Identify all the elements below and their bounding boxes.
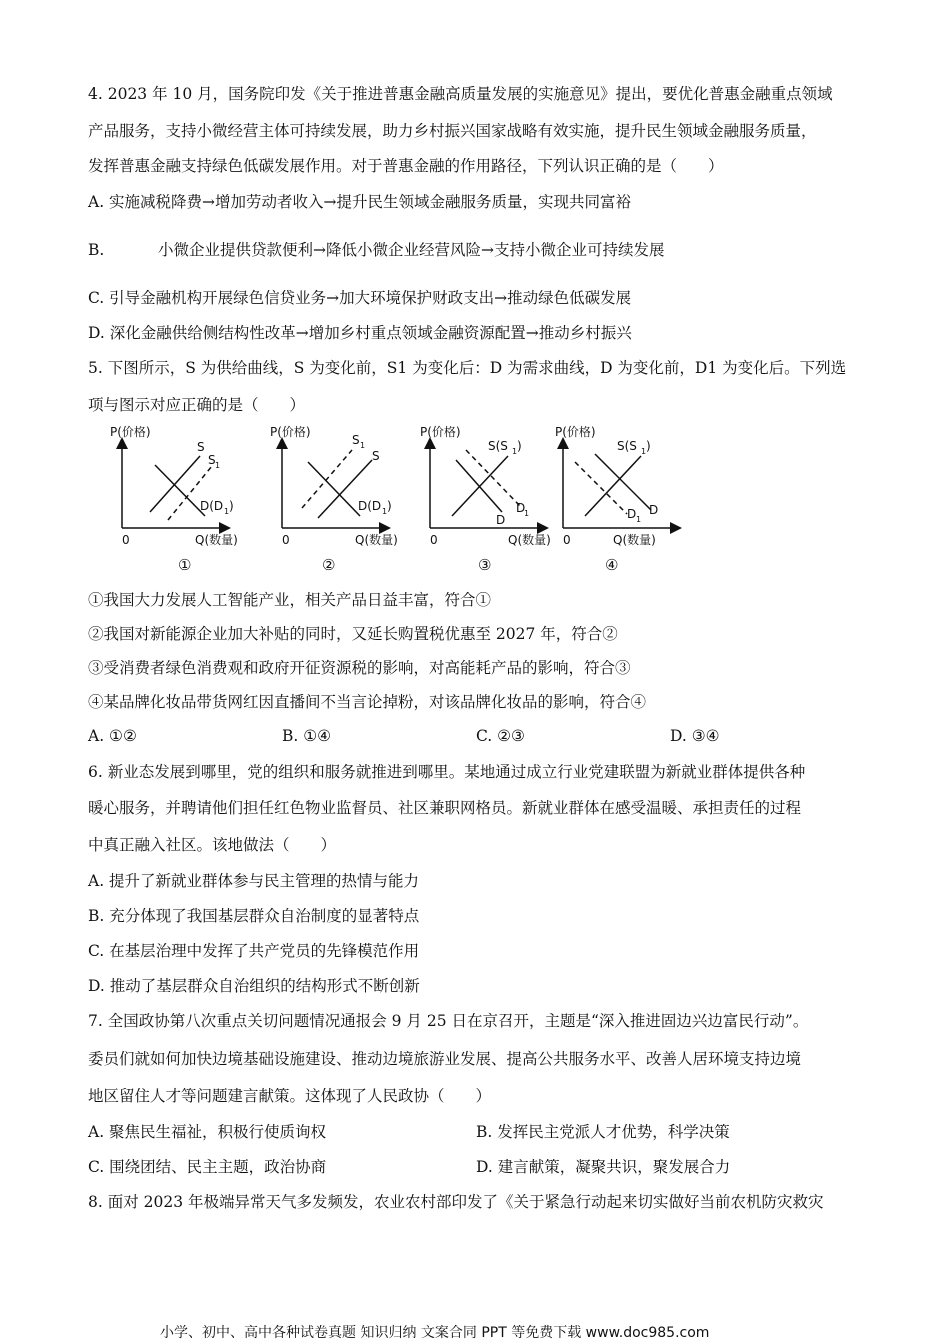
- q6-stem-line-1: 6. 新业态发展到哪里，党的组织和服务就推进到哪里。某地通过成立行业党建联盟为新就业群体提供各种: [88, 763, 806, 781]
- page-footer: 小学、初中、高中各种试卷真题 知识归纳 文案合同 PPT 等免费下载 www.doc985.com: [160, 1325, 710, 1341]
- graph-2-label-d-sub: 1: [382, 507, 388, 516]
- q5-statement-4: ④某品牌化妆品带货网红因直播间不当言论掉粉，对该品牌化妆品的影响，符合④: [88, 693, 647, 711]
- graph-4-caption: ④: [605, 556, 619, 574]
- graph-3-demand-shifted: [466, 450, 520, 506]
- graph-1-label-d-close: ): [229, 499, 234, 513]
- graph-2-label-s1-sub: 1: [360, 441, 366, 450]
- graph-2-label-s1: S: [352, 433, 360, 447]
- q5-option-d: D. ③④: [670, 727, 720, 745]
- graph-4-demand-line: [595, 454, 651, 510]
- graph-4-xlabel: Q(数量): [613, 533, 656, 547]
- q7-option-b: B. 发挥民主党派人才优势，科学决策: [476, 1123, 730, 1141]
- graph-1-label-d: D(D: [200, 499, 224, 513]
- graph-2-label-d: D(D: [358, 499, 382, 513]
- q7-option-d: D. 建言献策，凝聚共识，聚发展合力: [476, 1158, 731, 1176]
- graph-1-demand-line: [155, 465, 205, 516]
- supply-demand-graphs: [100, 420, 700, 580]
- graph-1-caption: ①: [178, 556, 192, 574]
- q7-option-a: A. 聚焦民生福祉，积极行使质询权: [88, 1123, 327, 1141]
- q4-option-c: C. 引导金融机构开展绿色信贷业务→加大环境保护财政支出→推动绿色低碳发展: [88, 289, 632, 307]
- q4-stem-line-3: 发挥普惠金融支持绿色低碳发展作用。对于普惠金融的作用路径，下列认识正确的是（ ）: [88, 157, 724, 175]
- q8-stem-line-1: 8. 面对 2023 年极端异常天气多发频发，农业农村部印发了《关于紧急行动起来切实做好当前农机防灾救灾: [88, 1193, 824, 1211]
- graph-3-origin: 0: [430, 533, 438, 547]
- graph-1-label-s1: S: [208, 453, 216, 467]
- graph-3-label-d1: D: [516, 501, 526, 515]
- graph-4-origin: 0: [563, 533, 571, 547]
- q4-option-a: A. 实施减税降费→增加劳动者收入→提升民生领域金融服务质量，实现共同富裕: [88, 193, 632, 211]
- graph-4-label-s: S(S: [617, 439, 637, 453]
- graph-3-label-d1-sub: 1: [524, 509, 530, 518]
- q7-stem-line-3: 地区留住人才等问题建言献策。这体现了人民政协（ ）: [88, 1087, 492, 1105]
- q5-statement-3: ③受消费者绿色消费观和政府开征资源税的影响，对高能耗产品的影响，符合③: [88, 659, 631, 677]
- graph-4-label-d1: D: [627, 507, 637, 521]
- graph-3-xlabel: Q(数量): [508, 533, 551, 547]
- q7-option-c: C. 围绕团结、民主主题，政治协商: [88, 1158, 327, 1176]
- graph-1-label-s: S: [197, 440, 205, 454]
- q6-stem-line-2: 暖心服务，并聘请他们担任红色物业监督员、社区兼职网格员。新就业群体在感受温暖、承担责任的过程: [88, 799, 802, 817]
- q5-statement-2: ②我国对新能源企业加大补贴的同时，又延长购置税优惠至 2027 年，符合②: [88, 625, 618, 643]
- q6-stem-line-3: 中真正融入社区。该地做法（ ）: [88, 836, 337, 854]
- q6-option-c: C. 在基层治理中发挥了共产党员的先锋模范作用: [88, 942, 420, 960]
- graph-2: [270, 424, 398, 574]
- q5-stem-line-2: 项与图示对应正确的是（ ）: [88, 396, 306, 414]
- q7-stem-line-2: 委员们就如何加快边境基础设施建设、推动边境旅游业发展、提高公共服务水平、改善人居环境支持边境: [88, 1050, 802, 1068]
- graph-2-caption: ②: [322, 556, 336, 574]
- q4-stem-line-1: 4. 2023 年 10 月，国务院印发《关于推进普惠金融高质量发展的实施意见》提出，要优化普惠金融重点领域: [88, 85, 833, 103]
- graph-2-origin: 0: [282, 533, 290, 547]
- graph-1-ylabel: P(价格): [110, 425, 151, 439]
- graph-3-ylabel: P(价格): [420, 425, 461, 439]
- graph-1: [110, 424, 238, 574]
- q4-option-d: D. 深化金融供给侧结构性改革→增加乡村重点领域金融资源配置→推动乡村振兴: [88, 324, 632, 342]
- q5-option-b: B. ①④: [282, 727, 332, 745]
- graph-2-ylabel: P(价格): [270, 425, 311, 439]
- graph-2-label-s: S: [372, 449, 380, 463]
- graph-2-xlabel: Q(数量): [355, 533, 398, 547]
- graph-3: [420, 424, 551, 574]
- q5-stem-line-1: 5. 下图所示，S 为供给曲线，S 为变化前，S1 为变化后：D 为需求曲线，D 为变化前，D1 为变化后。下列选: [88, 359, 847, 377]
- graph-1-label-s1-sub: 1: [215, 461, 221, 470]
- graph-4: [555, 424, 679, 574]
- q7-stem-line-1: 7. 全国政协第八次重点关切问题情况通报会 9 月 25 日在京召开，主题是“深入推进固边兴边富民行动”。: [88, 1012, 809, 1030]
- graph-4-label-s-close: ): [646, 439, 651, 453]
- q6-option-b: B. 充分体现了我国基层群众自治制度的显著特点: [88, 907, 420, 925]
- graph-1-origin: 0: [122, 533, 130, 547]
- q6-option-d: D. 推动了基层群众自治组织的结构形式不断创新: [88, 977, 420, 995]
- graph-4-demand-shifted: [575, 462, 627, 514]
- graph-3-label-s: S(S: [488, 439, 508, 453]
- graph-2-label-d-close: ): [387, 499, 392, 513]
- q5-statement-1: ①我国大力发展人工智能产业，相关产品日益丰富，符合①: [88, 591, 492, 609]
- graph-3-label-s-close: ): [517, 439, 522, 453]
- q5-option-a: A. ①②: [88, 727, 137, 745]
- graph-4-label-d: D: [649, 503, 659, 517]
- graph-3-caption: ③: [478, 556, 492, 574]
- graph-4-label-d1-sub: 1: [636, 515, 642, 524]
- graph-4-label-s-sub: 1: [641, 447, 647, 456]
- q6-option-a: A. 提升了新就业群体参与民主管理的热情与能力: [88, 872, 420, 890]
- q5-option-c: C. ②③: [476, 727, 525, 745]
- graph-3-label-s-sub: 1: [512, 447, 518, 456]
- q4-stem-line-2: 产品服务，支持小微经营主体可持续发展，助力乡村振兴国家战略有效实施，提升民生领域金融服务质量，: [88, 122, 817, 140]
- graph-4-ylabel: P(价格): [555, 425, 596, 439]
- graph-3-label-d: D: [496, 513, 506, 527]
- q4-option-b-letter: B.: [88, 241, 105, 259]
- graph-1-label-d-sub: 1: [224, 507, 230, 516]
- q4-option-b-text: 小微企业提供贷款便利→降低小微企业经营风险→支持小微企业可持续发展: [158, 241, 665, 259]
- graph-1-xlabel: Q(数量): [195, 533, 238, 547]
